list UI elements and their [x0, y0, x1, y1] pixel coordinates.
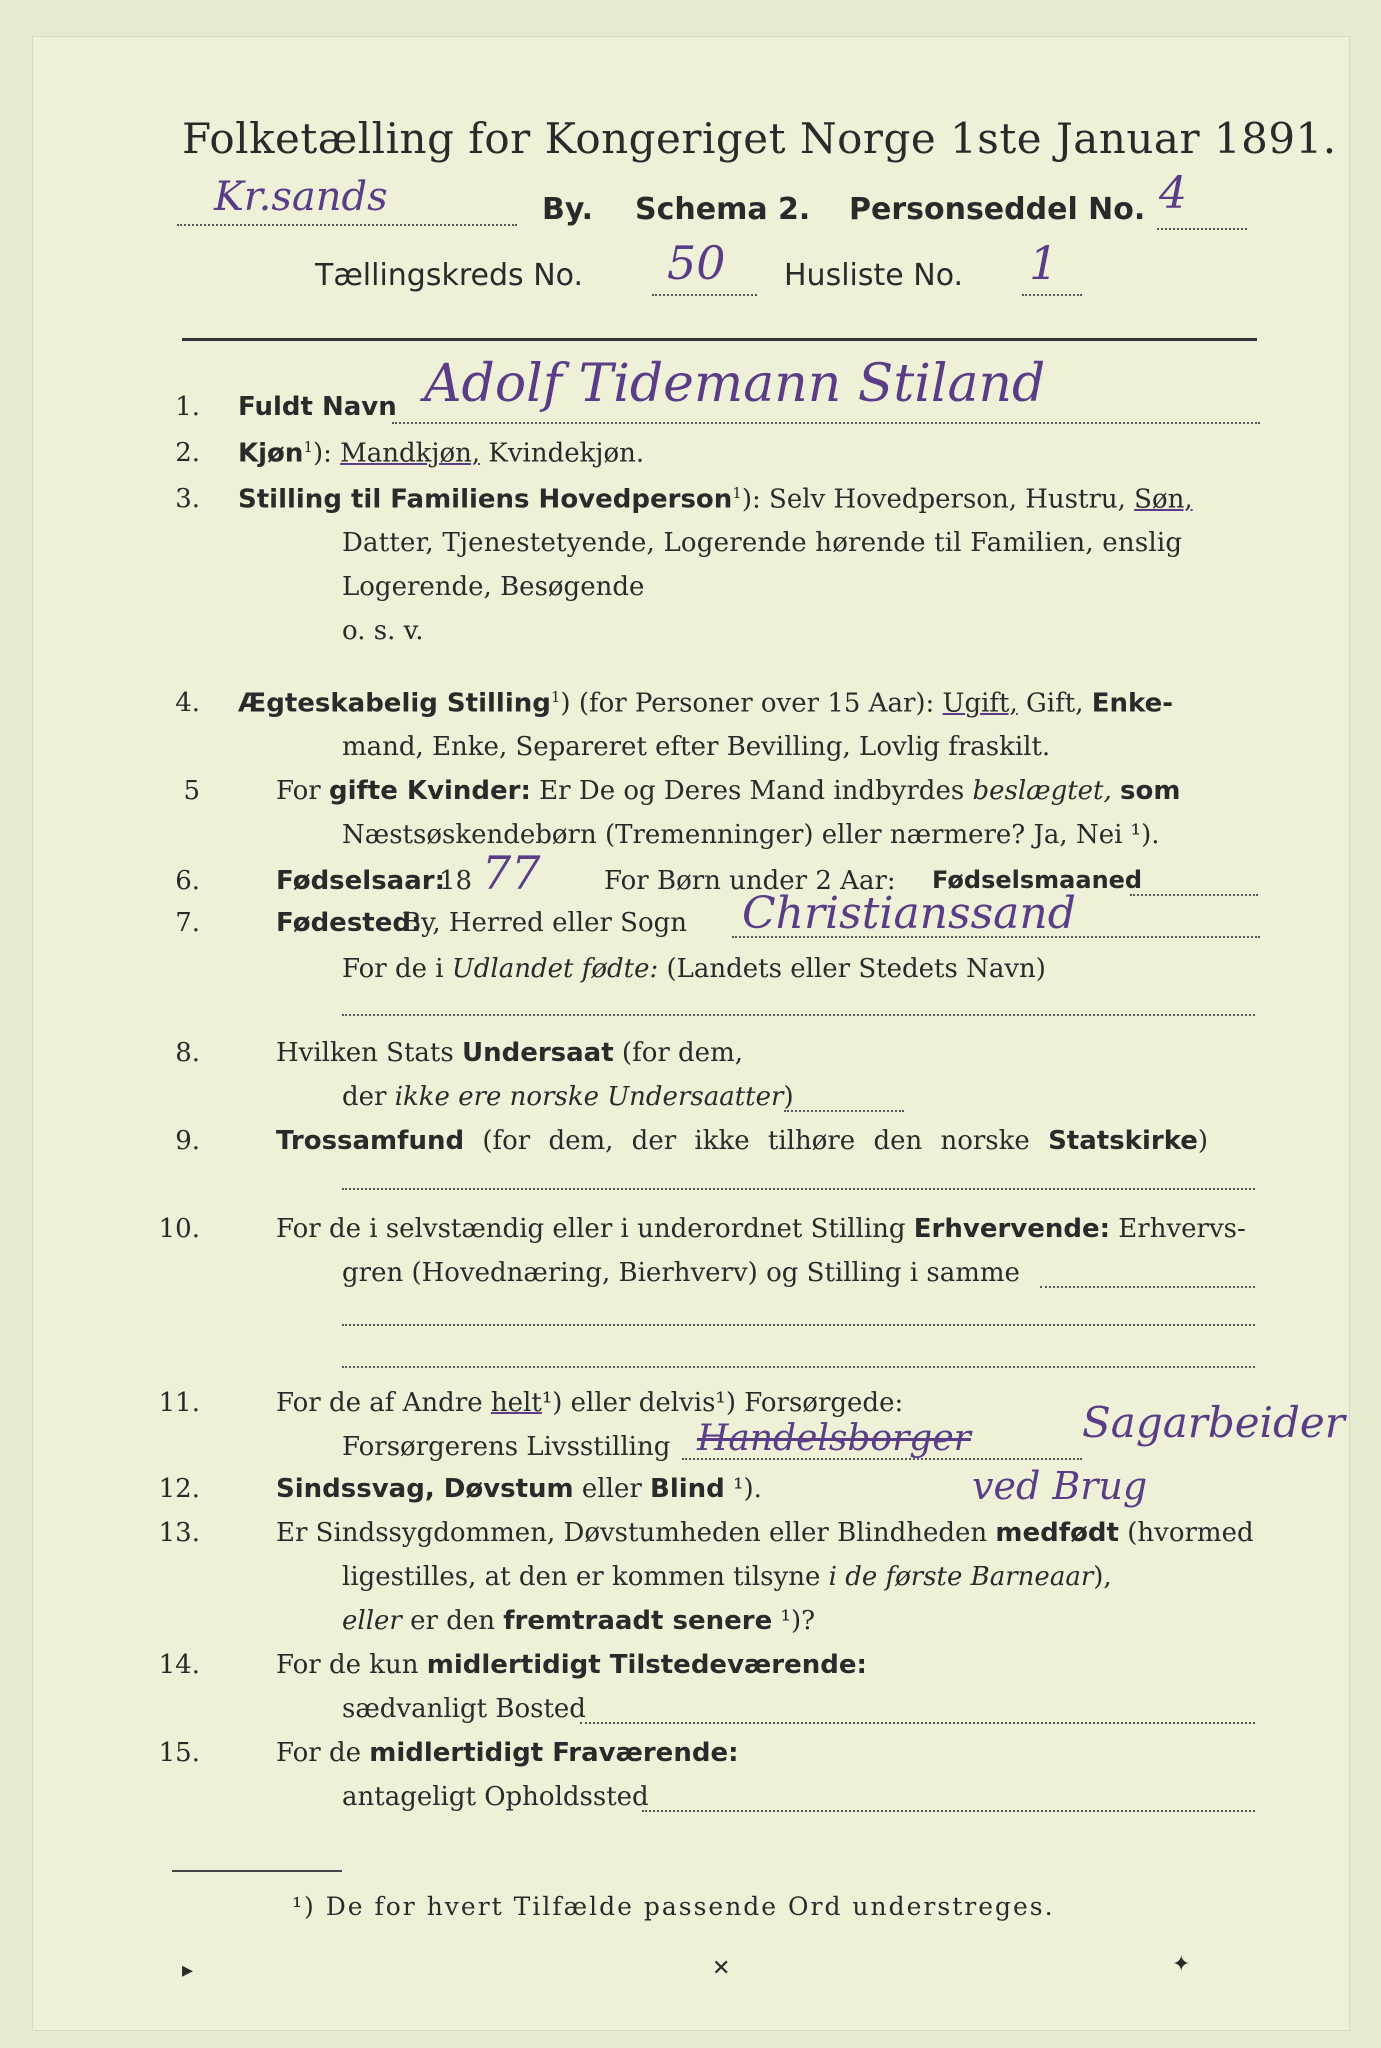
item-5-for: For — [276, 776, 321, 806]
item-4-option-ugift: Ugift, — [942, 688, 1018, 719]
item-13-line3 — [342, 1606, 815, 1636]
item-2-text: ): — [312, 438, 332, 469]
item-8-dotline — [784, 1110, 904, 1112]
item-14-line1 — [276, 1650, 867, 1680]
personseddel-dotline — [1157, 228, 1247, 230]
corner-mark-right: ✦ — [1172, 1952, 1191, 1977]
item-2-line — [238, 438, 644, 469]
item-2-sup: 1 — [303, 438, 313, 456]
item-10-dotline-2 — [342, 1324, 1255, 1326]
item-6-dotline — [1130, 894, 1258, 896]
item-10-text: For de i selvstændig eller i underordnet Stilling — [276, 1214, 906, 1244]
husliste-label: Husliste No. — [784, 258, 964, 293]
item-5-text: Er De og Deres Mand indbyrdes — [539, 776, 965, 806]
item-7-birthplace-value: Christianssand — [742, 888, 1076, 939]
item-6-number: 6. — [175, 866, 200, 896]
item-7-label: Fødested: — [276, 908, 422, 938]
corner-mark-left: ▸ — [182, 1958, 194, 1983]
item-7-fodte: fødte: — [581, 954, 659, 984]
item-11-line1 — [276, 1388, 903, 1418]
item-4-option-gift: Gift, — [1026, 688, 1084, 719]
item-14-line2: sædvanligt Bosted — [342, 1694, 586, 1724]
item-3-text: ): Selv Hovedperson, Hustru, — [741, 484, 1126, 515]
item-9-text: (for dem, der ikke tilhøre den norske — [482, 1126, 1030, 1156]
item-4-sup: 1 — [550, 688, 561, 706]
item-11-line2: Forsørgerens Livsstilling — [342, 1432, 671, 1462]
item-13-number: 13. — [158, 1518, 200, 1548]
item-11-text-a: For de af Andre — [276, 1388, 483, 1418]
item-10-line2: gren (Hovednæring, Bierhverv) og Stilling i samme — [342, 1258, 1020, 1288]
item-11-option-helt: helt — [490, 1388, 542, 1418]
item-12-eller: eller — [581, 1474, 642, 1504]
item-7-line2-b: (Landets eller Stedets Navn) — [666, 954, 1046, 984]
item-15-dotline — [642, 1810, 1255, 1812]
item-8-number: 8. — [175, 1038, 200, 1068]
item-13-line2-b: ), — [1093, 1562, 1112, 1592]
footnote-rule — [172, 1870, 342, 1872]
item-4-line2: mand, Enke, Separeret efter Bevilling, Lovlig fraskilt. — [342, 732, 1051, 762]
item-11-text-b: ¹) eller delvis¹) Forsørgede: — [541, 1388, 904, 1418]
husliste-dotline — [1022, 294, 1082, 296]
item-13-line2-a: ligestilles, at den er kommen tilsyne — [342, 1562, 821, 1592]
item-15-label: midlertidigt Fraværende: — [369, 1738, 739, 1768]
item-4-label: Ægteskabelig Stilling — [238, 688, 551, 719]
item-5-beslaegtet: beslægtet, — [972, 776, 1112, 806]
by-label: By. — [542, 192, 594, 227]
item-13-forste-barneaar: i de første Barneaar — [828, 1562, 1094, 1592]
item-1-number: 1. — [175, 392, 200, 422]
city-handwritten: Kr.sands — [214, 174, 388, 220]
city-dotline — [177, 224, 517, 226]
item-11-occupation-value: Sagarbeider — [1082, 1398, 1345, 1447]
item-4-number: 4. — [175, 688, 200, 718]
item-13-line1 — [276, 1518, 1254, 1548]
item-10-line1 — [276, 1214, 1246, 1244]
item-9-dotline — [342, 1188, 1255, 1190]
item-7-text: By, Herred eller Sogn — [402, 908, 688, 938]
item-14-dotline — [580, 1722, 1255, 1724]
item-8-ikke-norske: ikke ere norske Undersaatter — [394, 1082, 784, 1112]
item-13-text-a: Er Sindssygdommen, Døvstumheden eller Blindheden — [276, 1518, 988, 1548]
item-1-name-value: Adolf Tidemann Stiland — [424, 354, 1046, 414]
item-6-label2: Fødselsmaaned — [932, 866, 1143, 894]
item-3-number: 3. — [175, 484, 200, 514]
item-2-option-mandkjon: Mandkjøn, — [340, 438, 481, 469]
item-13-line3-c: ¹)? — [780, 1606, 816, 1636]
header-rule — [182, 338, 1257, 341]
corner-mark-center: ✕ — [712, 1956, 731, 1981]
item-12-number: 12. — [158, 1474, 200, 1504]
item-3-label: Stilling til Familiens Hovedperson — [238, 484, 733, 515]
item-9-paren: ) — [1197, 1126, 1209, 1156]
item-13-line3-a: er den — [410, 1606, 495, 1636]
item-9-line1 — [276, 1126, 1208, 1156]
item-7-dotline-2 — [342, 1014, 1255, 1016]
item-4-line1 — [238, 688, 1173, 719]
item-10-dotline-1 — [1040, 1286, 1255, 1288]
kreds-number: 50 — [667, 236, 726, 290]
item-10-number: 10. — [158, 1214, 200, 1244]
item-1-dotline — [392, 422, 1260, 424]
item-8-line2 — [342, 1082, 794, 1112]
item-12-sup: ¹). — [733, 1474, 762, 1504]
item-3-line3: Logerende, Besøgende — [342, 572, 645, 602]
item-2-label: Kjøn — [238, 438, 304, 469]
item-3-option-son: Søn, — [1134, 484, 1193, 515]
item-7-line2-a: For de i — [342, 954, 444, 984]
item-12-label: Sindssvag, Døvstum — [276, 1474, 574, 1504]
item-12-line1 — [276, 1474, 762, 1504]
personseddel-label: Personseddel No. — [849, 192, 1146, 227]
item-6-prefix: 18 — [439, 866, 473, 896]
item-4-option-enke: Enke- — [1091, 688, 1174, 719]
item-12-blind: Blind — [650, 1474, 725, 1504]
footnote: ¹) De for hvert Tilfælde passende Ord understreges. — [292, 1892, 1055, 1921]
item-6-label: Fødselsaar: — [276, 866, 445, 896]
item-3-line1 — [238, 484, 1193, 515]
item-5-line2: Næstsøskendebørn (Tremenninger) eller nærmere? Ja, Nei ¹). — [342, 820, 1160, 850]
item-15-line1 — [276, 1738, 738, 1768]
kreds-dotline — [652, 294, 757, 296]
item-9-statskirke: Statskirke — [1048, 1126, 1198, 1156]
item-3-line2: Datter, Tjenestetyende, Logerende hørende til Familien, enslig — [342, 528, 1183, 558]
item-5-line1 — [276, 776, 1180, 806]
item-11-dotline — [682, 1458, 1082, 1460]
item-13-fremtraadt: fremtraadt senere — [503, 1606, 773, 1636]
item-5-som: som — [1120, 776, 1181, 806]
item-15-line2: antageligt Opholdssted — [342, 1782, 649, 1812]
item-5-label: gifte Kvinder: — [328, 776, 531, 806]
item-9-number: 9. — [175, 1126, 200, 1156]
kreds-label: Tællingskreds No. — [315, 258, 583, 293]
item-2-option-kvindekjon: Kvindekjøn. — [488, 438, 645, 469]
item-3-line4: o. s. v. — [342, 616, 424, 646]
item-13-line2 — [342, 1562, 1112, 1592]
form-title: Folketælling for Kongeriget Norge 1ste Januar 1891. — [182, 114, 1337, 163]
item-7-number: 7. — [175, 908, 200, 938]
item-1-label: Fuldt Navn — [238, 392, 397, 422]
item-15-number: 15. — [158, 1738, 200, 1768]
item-2-number: 2. — [175, 438, 200, 468]
item-14-text: For de kun — [276, 1650, 419, 1680]
item-8-text-a: Hvilken Stats — [276, 1038, 454, 1068]
item-3-sup: 1 — [732, 484, 742, 502]
schema-label: Schema 2. — [635, 192, 811, 227]
item-5-number: 5 — [183, 776, 200, 806]
item-8-text-b: (for dem, — [621, 1038, 743, 1068]
item-8-der: der — [342, 1082, 387, 1112]
item-15-text: For de — [276, 1738, 361, 1768]
item-6-year-value: 77 — [482, 846, 541, 900]
item-13-medfodt: medfødt — [995, 1518, 1119, 1548]
item-11-struck-value: Handelsborger — [697, 1418, 971, 1459]
item-7-dotline — [732, 936, 1260, 938]
item-11-occupation-value-2: ved Brug — [972, 1464, 1148, 1508]
item-14-number: 14. — [158, 1650, 200, 1680]
item-4-text: ) (for Personer over 15 Aar): — [560, 688, 935, 719]
item-8-paren: ) — [783, 1082, 794, 1112]
item-13-eller: eller — [342, 1606, 402, 1636]
item-10-dotline-3 — [342, 1366, 1255, 1368]
item-7-line2 — [342, 954, 1046, 984]
item-11-number: 11. — [158, 1388, 200, 1418]
item-7-udlandet: Udlandet — [451, 954, 574, 984]
item-10-label2: Erhvervs- — [1118, 1214, 1246, 1244]
husliste-number: 1 — [1029, 236, 1059, 290]
census-form-sheet — [32, 36, 1350, 2031]
item-6-text: For Børn under 2 Aar: — [604, 866, 896, 896]
item-14-label: midlertidigt Tilstedeværende: — [426, 1650, 867, 1680]
item-8-line1 — [276, 1038, 743, 1068]
item-9-label: Trossamfund — [276, 1126, 465, 1156]
personseddel-number: 4 — [1159, 168, 1187, 219]
item-8-label: Undersaat — [461, 1038, 614, 1068]
item-13-text-b: (hvormed — [1127, 1518, 1254, 1548]
item-10-label: Erhvervende: — [913, 1214, 1111, 1244]
